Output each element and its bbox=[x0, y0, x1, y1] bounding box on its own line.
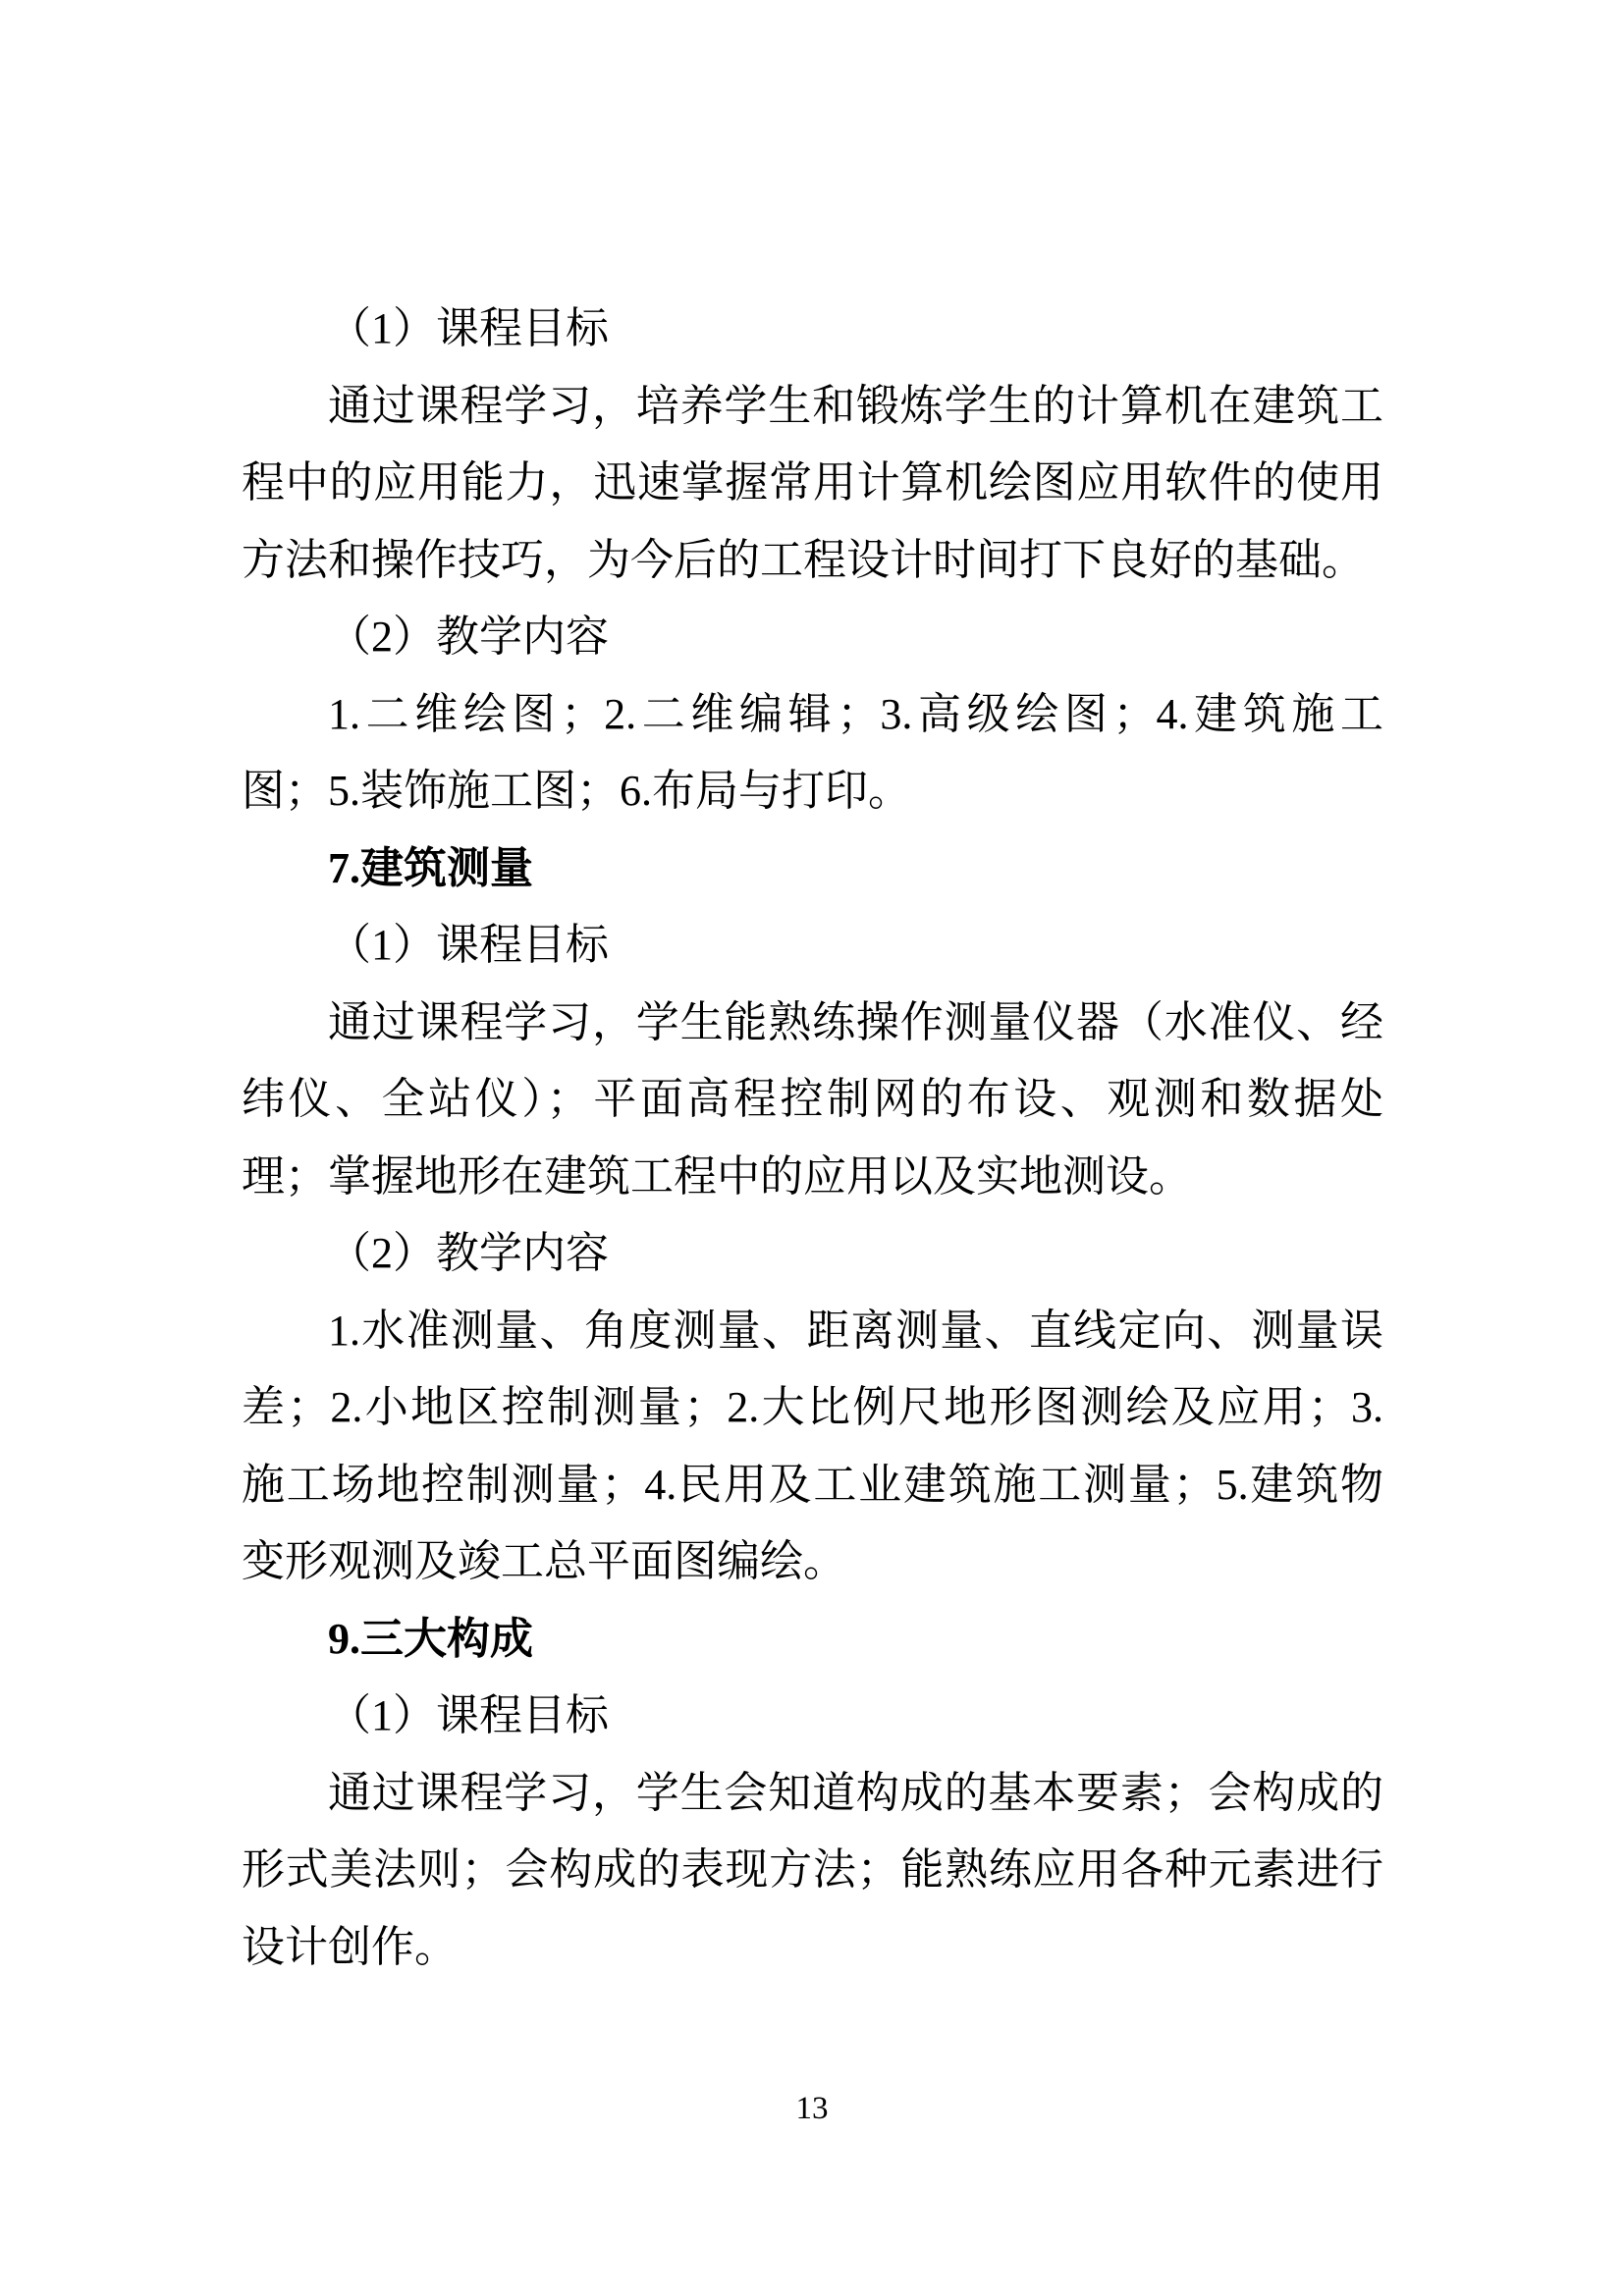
text-line: 1.二维绘图；2.二维编辑；3.高级绘图；4.建筑施工 bbox=[328, 689, 1383, 738]
text-line: 设计创作。 bbox=[242, 1922, 458, 1971]
text-line: 形式美法则；会构成的表现方法；能熟练应用各种元素进行 bbox=[242, 1845, 1383, 1894]
text-line: 变形观测及竣工总平面图编绘。 bbox=[242, 1537, 846, 1585]
text-line: 方法和操作技巧，为今后的工程设计时间打下良好的基础。 bbox=[242, 535, 1365, 584]
text-line: 通过课程学习，学生能熟练操作测量仪器（水准仪、经 bbox=[328, 997, 1383, 1046]
subsection-heading-course-goal: （1）课程目标 bbox=[328, 1691, 609, 1739]
section-heading-7-building-survey: 7.建筑测量 bbox=[328, 843, 533, 892]
text-line: 通过课程学习，学生会知道构成的基本要素；会构成的 bbox=[328, 1768, 1383, 1817]
text-line: 理；掌握地形在建筑工程中的应用以及实地测设。 bbox=[242, 1151, 1192, 1201]
text-line: 1.水准测量、角度测量、距离测量、直线定向、测量误 bbox=[328, 1306, 1383, 1355]
subsection-heading-teaching-content: （2）教学内容 bbox=[328, 613, 609, 661]
text-line: 纬仪、全站仪）；平面高程控制网的布设、观测和数据处 bbox=[242, 1075, 1383, 1123]
text-line: 图；5.装饰施工图；6.布局与打印。 bbox=[242, 767, 911, 815]
subsection-heading-teaching-content: （2）教学内容 bbox=[328, 1229, 609, 1277]
text-line: 通过课程学习，培养学生和锻炼学生的计算机在建筑工 bbox=[328, 381, 1383, 430]
page-number: 13 bbox=[795, 2091, 829, 2126]
text-line: 差；2.小地区控制测量；2.大比例尺地形图测绘及应用；3. bbox=[242, 1383, 1383, 1431]
document-body bbox=[242, 291, 1383, 1986]
subsection-heading-course-goal: （1）课程目标 bbox=[328, 921, 609, 969]
text-line: 施工场地控制测量；4.民用及工业建筑施工测量；5.建筑物 bbox=[242, 1460, 1383, 1509]
text-line: 程中的应用能力，迅速掌握常用计算机绘图应用软件的使用 bbox=[242, 458, 1383, 507]
subsection-heading-course-goal: （1）课程目标 bbox=[328, 304, 609, 352]
section-heading-9-three-compositions: 9.三大构成 bbox=[328, 1614, 533, 1663]
